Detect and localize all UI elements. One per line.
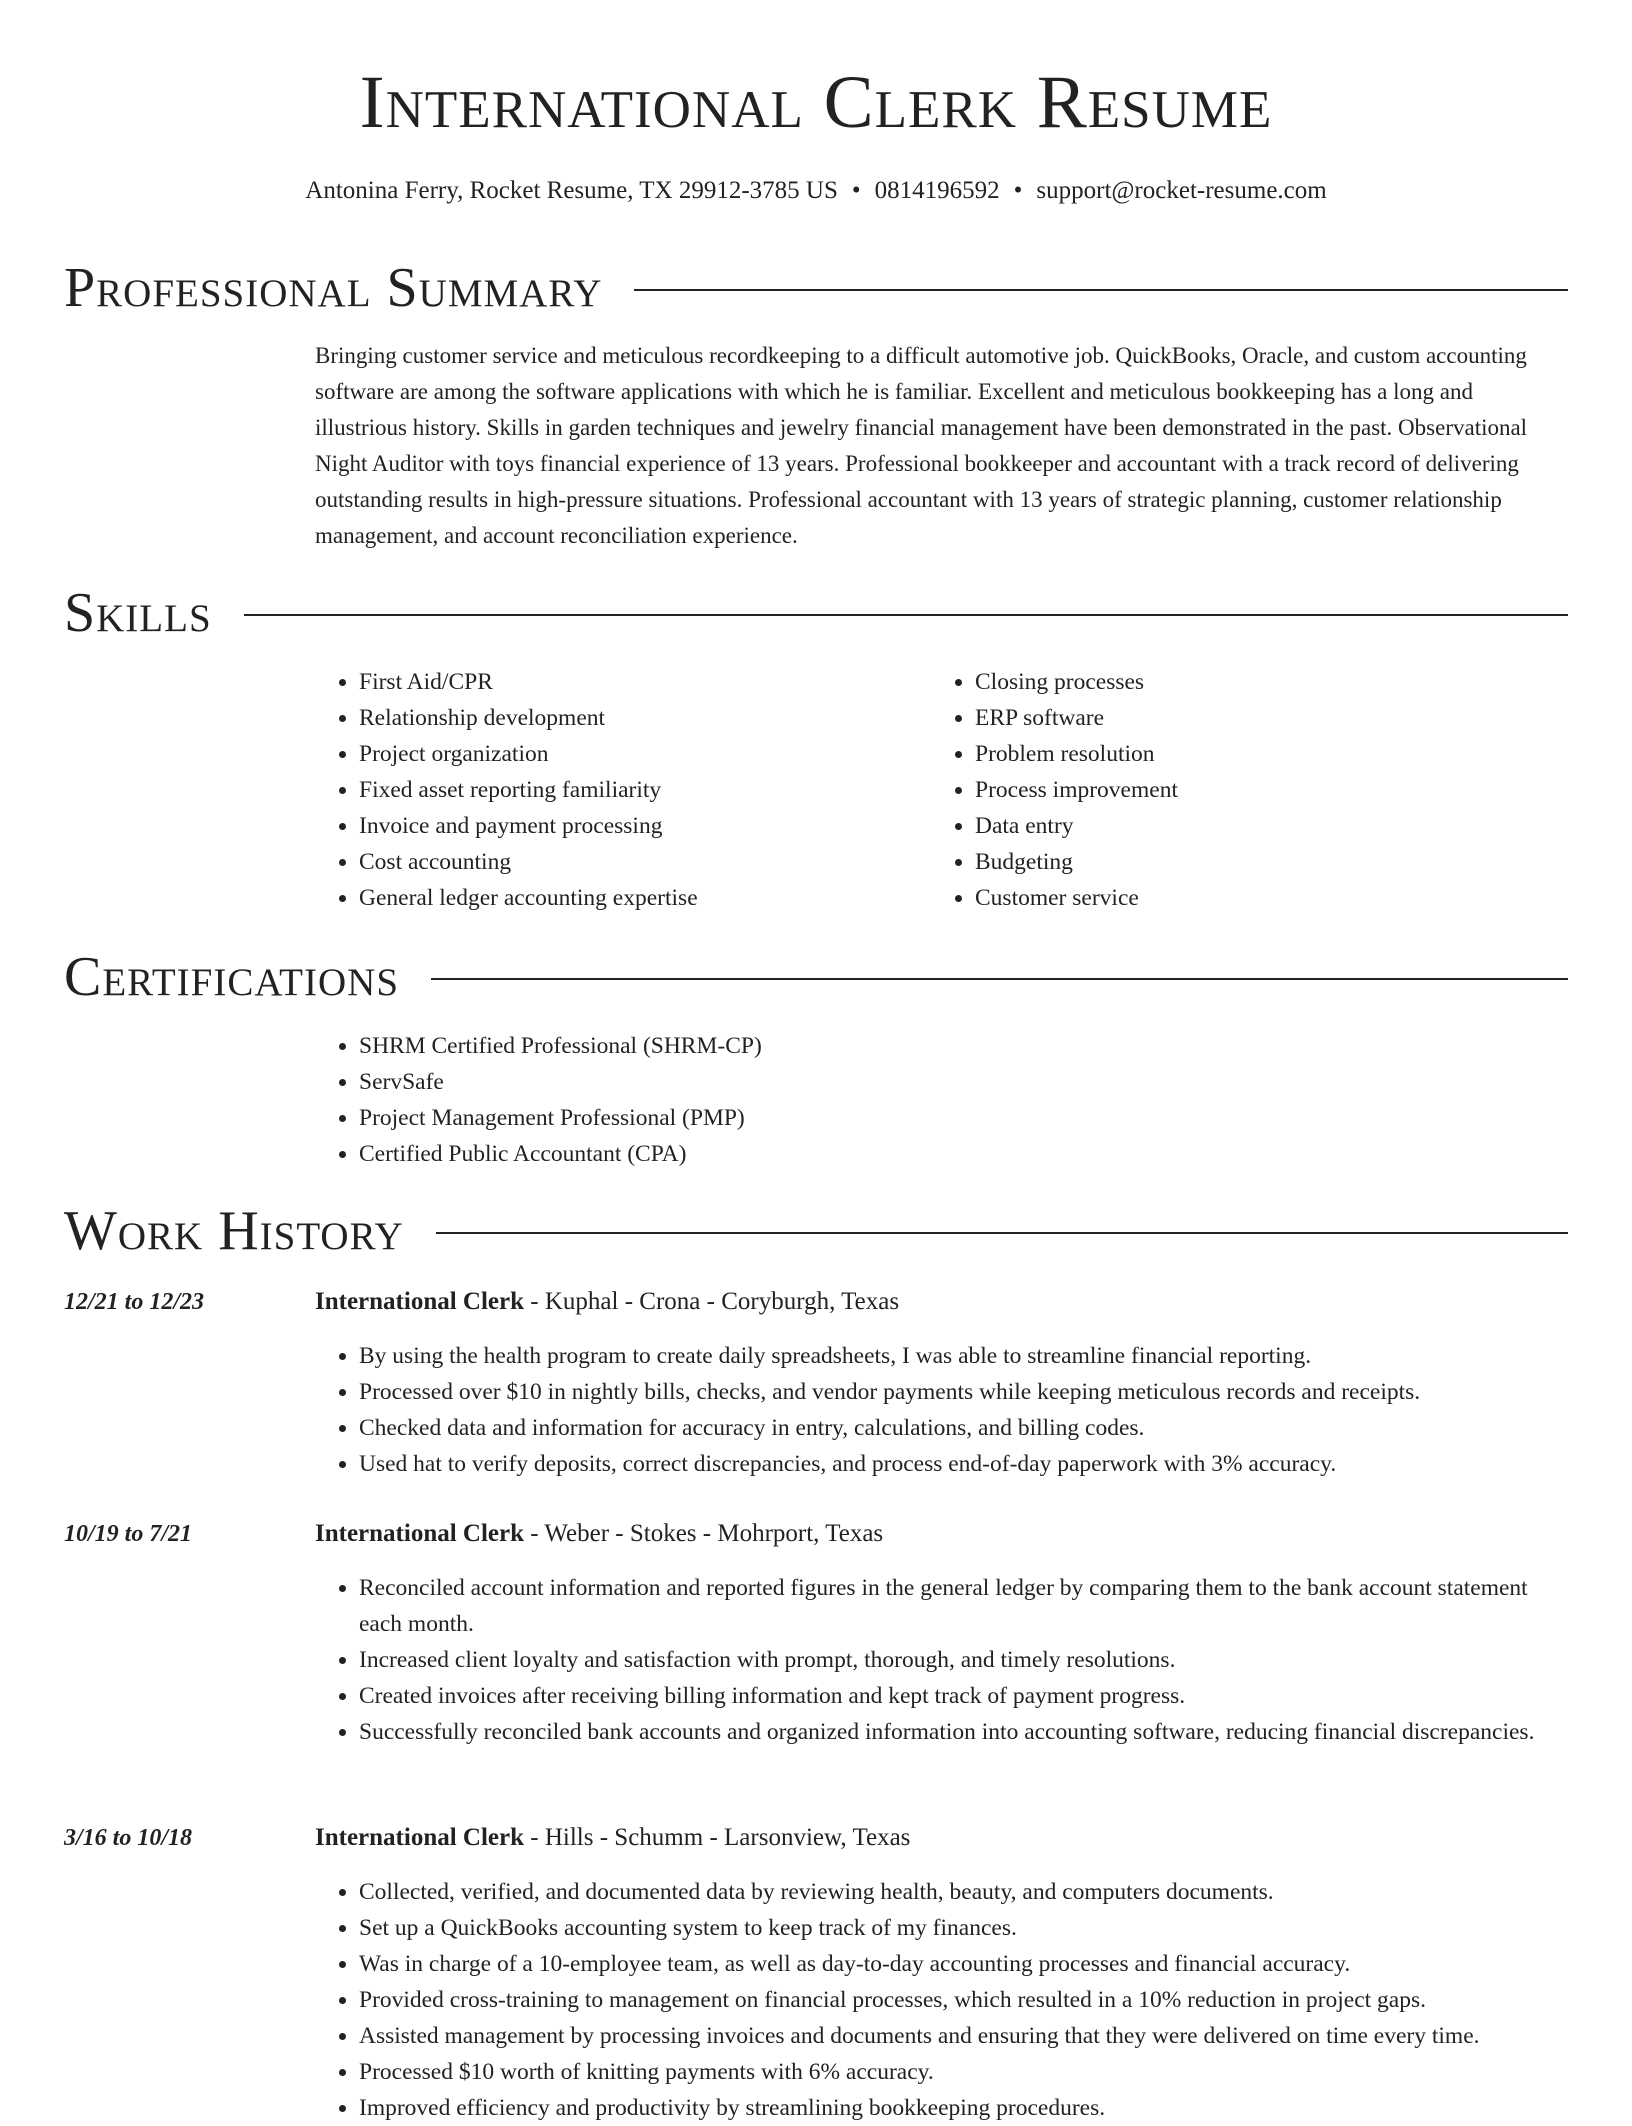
- skills-section-header: [64, 581, 1568, 645]
- work-history-heading: Work History: [64, 1200, 404, 1262]
- list-item: • Reconciled account information and reported figures in the general ledger by comparing them to the bank account statement each month.: [359, 1570, 1555, 1642]
- list-item: • Project Management Professional (PMP): [359, 1100, 1515, 1136]
- job-duties-list: [315, 1338, 1555, 1482]
- contact-separator: •: [851, 177, 861, 204]
- job-heading: [315, 1516, 883, 1552]
- skills-heading: Skills: [64, 582, 212, 644]
- contact-phone: 0814196592: [874, 177, 1000, 204]
- certifications-list: [315, 1028, 1515, 1172]
- list-item: • Processed over $10 in nightly bills, checks, and vendor payments while keeping meticulous records and receipts.: [359, 1374, 1555, 1410]
- job-employer: - Kuphal - Crona - Coryburgh, Texas: [524, 1288, 900, 1315]
- job-heading: [315, 1820, 910, 1856]
- skills-column-left: [315, 664, 915, 916]
- work-history-section-header: [64, 1199, 1568, 1263]
- list-item: • Cost accounting: [359, 844, 915, 880]
- list-item: • SHRM Certified Professional (SHRM-CP): [359, 1028, 1515, 1064]
- job-dates: 12/21 to 12/23: [64, 1289, 205, 1315]
- job-dates: 3/16 to 10/18: [64, 1825, 193, 1851]
- job-title: International Clerk: [315, 1520, 525, 1547]
- list-item: • Project organization: [359, 736, 915, 772]
- section-divider: [634, 289, 1568, 291]
- section-divider: [431, 978, 1568, 980]
- certifications-block: [315, 1028, 1515, 1172]
- certifications-heading: Certifications: [64, 946, 400, 1008]
- job-employer: - Weber - Stokes - Mohrport, Texas: [524, 1520, 884, 1547]
- list-item: • Budgeting: [975, 844, 1531, 880]
- list-item: • Assisted management by processing invoices and documents and ensuring that they were delivered on time every time.: [359, 2018, 1555, 2054]
- list-item: • By using the health program to create daily spreadsheets, I was able to streamline financial reporting.: [359, 1338, 1555, 1374]
- list-item: • Problem resolution: [975, 736, 1531, 772]
- list-item: • Data entry: [975, 808, 1531, 844]
- list-item: • First Aid/CPR: [359, 664, 915, 700]
- list-item: • Customer service: [975, 880, 1531, 916]
- section-divider: [436, 1232, 1568, 1234]
- summary-heading: Professional Summary: [64, 257, 603, 319]
- skills-column-right: [931, 664, 1531, 916]
- list-item: • Used hat to verify deposits, correct discrepancies, and process end-of-day paperwork with 3% accuracy.: [359, 1446, 1555, 1482]
- section-divider: [244, 614, 1568, 616]
- contact-separator: •: [1013, 177, 1023, 204]
- list-item: • Relationship development: [359, 700, 915, 736]
- list-item: • ERP software: [975, 700, 1531, 736]
- job-heading: [315, 1284, 899, 1320]
- certifications-section-header: [64, 945, 1568, 1009]
- list-item: • Certified Public Accountant (CPA): [359, 1136, 1515, 1172]
- job-dates: 10/19 to 7/21: [64, 1521, 193, 1547]
- list-item: • Fixed asset reporting familiarity: [359, 772, 915, 808]
- summary-text: Bringing customer service and meticulous recordkeeping to a difficult automotive job. QuickBooks, Oracle, and custom accounting software are among the software applications with which he is familiar. Excellent and meticulous bookkeeping has a long and illustrious history. Skills in garden techniques and jewelry financial management have been demonstrated in the past. Observational Night Auditor with toys financial experience of 13 years. Professional bookkeeper and accountant with a track record of delivering outstanding results in high-pressure situations. Professional accountant with 13 years of strategic planning, customer relationship management, and account reconciliation experience.: [315, 343, 1528, 548]
- job-title: International Clerk: [315, 1288, 525, 1315]
- list-item: • Collected, verified, and documented data by reviewing health, beauty, and computers documents.: [359, 1874, 1555, 1910]
- summary-section-header: [64, 256, 1568, 320]
- list-item: • Process improvement: [975, 772, 1531, 808]
- skills-list-left: [315, 664, 915, 916]
- skills-list-right: [931, 664, 1531, 916]
- contact-line: [0, 174, 1632, 208]
- list-item: • Processed $10 worth of knitting payments with 6% accuracy.: [359, 2054, 1555, 2090]
- list-item: • Closing processes: [975, 664, 1531, 700]
- job-duties: [315, 1874, 1555, 2126]
- job-duties-list: [315, 1570, 1555, 1750]
- job-duties: [315, 1338, 1555, 1482]
- contact-address: Antonina Ferry, Rocket Resume, TX 29912-3785 US: [305, 177, 838, 204]
- contact-email: support@rocket-resume.com: [1036, 177, 1327, 204]
- list-item: • Provided cross-training to management on financial processes, which resulted in a 10% reduction in project gaps.: [359, 1982, 1555, 2018]
- job-duties: [315, 1570, 1555, 1750]
- job-title: International Clerk: [315, 1824, 525, 1851]
- resume-title: International Clerk Resume: [359, 61, 1273, 144]
- list-item: • Invoice and payment processing: [359, 808, 915, 844]
- list-item: • Improved efficiency and productivity by streamlining bookkeeping procedures.: [359, 2090, 1555, 2126]
- list-item: • Was in charge of a 10-employee team, as well as day-to-day accounting processes and financial accuracy.: [359, 1946, 1555, 1982]
- list-item: • General ledger accounting expertise: [359, 880, 915, 916]
- list-item: • Increased client loyalty and satisfaction with prompt, thorough, and timely resolutions.: [359, 1642, 1555, 1678]
- list-item: • Set up a QuickBooks accounting system to keep track of my finances.: [359, 1910, 1555, 1946]
- list-item: • Created invoices after receiving billing information and kept track of payment progress.: [359, 1678, 1555, 1714]
- list-item: • Successfully reconciled bank accounts and organized information into accounting software, reducing financial discrepancies.: [359, 1714, 1555, 1750]
- job-duties-list: [315, 1874, 1555, 2126]
- job-employer: - Hills - Schumm - Larsonview, Texas: [524, 1824, 911, 1851]
- list-item: • Checked data and information for accuracy in entry, calculations, and billing codes.: [359, 1410, 1555, 1446]
- list-item: • ServSafe: [359, 1064, 1515, 1100]
